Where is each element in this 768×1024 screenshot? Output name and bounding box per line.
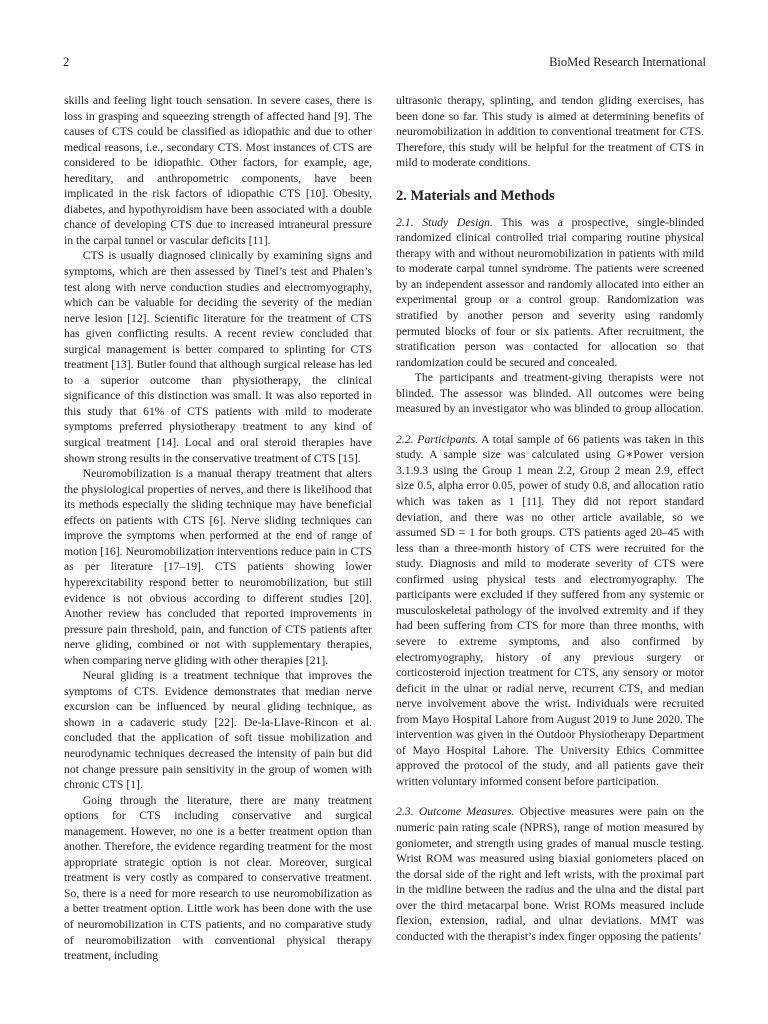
paragraph-text: A total sample of 66 patients was taken in this study. A sample size was calculated using G∗Power version 3.1.9.3 using the Group 1 mean 2.2, Group 2 mean 2.9, effect size 0.5, alpha error 0.05, power of study 0.8, and allocation ratio which was taken as 1 [11]. They did not report standard deviation, and there was no other article available, so we assumed SD = 1 for both groups. CTS patients aged 20–45 with less than a three-month history of CTS were recruited for the study. Diagnosis and mild to moderate severity of CTS were confirmed using physical tests and electromyography. The participants were excluded if they suffered from any systemic or musculoskeletal pathology of the involved extremity and if they had been suffering from CTS for more than three months, with severe to extreme symptoms, and also confirmed by electromyography, history of any previous surgery or corticosteroid injection treatment for CTS, any sensory or motor deficit in the ulnar or radial nerve, recurrent CTS, and median nerve involvement above the wrist. Individuals were recruited from Mayo Hospital Lahore from August 2019 to June 2020. The intervention was given in the Outdoor Physiotherapy Department of Mayo Hospital Lahore. The University Ethics Committee approved the protocol of the study, and all patients gave their written voluntary informed consent before participation.	[396, 432, 704, 788]
paragraph: CTS is usually diagnosed clinically by examining signs and symptoms, which are then assessed by Tinel’s test and Phalen’s test along with nerve conduction studies and electromyography, which can be valuable for deciding the severity of the median nerve lesion [12]. Scientific literature for the treatment of CTS has given conflicting results. A recent review concluded that surgical management is better compared to splinting for CTS treatment [13]. Butler found that although surgical release has led to a superior outcome than physiotherapy, the clinical significance of this distinction was small. It was also reported in this study that 61% of CTS patients with mild to moderate symptoms preferred physiotherapy treatment to any kind of surgical treatment [14]. Local and oral steroid therapies have shown strong results in the conservative treatment of CTS [15].	[64, 249, 372, 465]
paragraph: ultrasonic therapy, splinting, and tendon gliding exercises, has been done so far. This study is aimed at determining benefits of neuromobilization in addition to conventional treatment for CTS. Therefore, this study will be helpful for the treatment of CTS in mild to moderate conditions.	[396, 94, 704, 170]
paragraph: skills and feeling light touch sensation. In severe cases, there is loss in grasping and squeezing strength of affected hand [9]. The causes of CTS could be classified as idiopathic and due to other medical reasons, i.e., secondary CTS. Most instances of CTS are considered to be idiopathic. Other factors, for example, age, hereditary, and anthropometric components, have been implicated in the risk factors of idiopathic CTS [10]. Obesity, diabetes, and hypothyroidism have been associated with a double chance of developing CTS due to increased intraneural pressure in the carpal tunnel or vascular deficits [11].	[64, 94, 372, 247]
subsection-heading: 2.3. Outcome Measures.	[396, 805, 515, 819]
study-design-paragraph	[396, 215, 704, 370]
right-column	[396, 93, 704, 944]
outcome-measures-paragraph	[396, 804, 704, 944]
paragraph: Going through the literature, there are many treatment options for CTS including conservative and surgical management. However, no one is a better treatment option than another. Therefore, the evidence regarding treatment for the most appropriate strategic option is not clear. Moreover, surgical treatment is very costly as compared to conservative treatment. So, there is a need for more research to use neuromobilization as a better treatment option. Little work has been done with the use of neuromobilization in CTS patients, and no comparative study of neuromobilization with conventional physical therapy treatment, including	[64, 793, 372, 963]
paragraph-text: Objective measures were pain on the numeric pain rating scale (NPRS), range of motion measured by goniometer, and strength using grades of manual muscle testing. Wrist ROM was measured using biaxial goniometers placed on the dorsal side of the right and left wrists, with the proximal part in the midline between the radius and the ulna and the distal part over the third metacarpal bone. Wrist ROMs measured include flexion, extension, radial, and ulnar deviations. MMT was conducted with the therapist’s index finger opposing the patients’	[396, 805, 704, 943]
participants-paragraph	[396, 432, 704, 790]
page-header	[63, 54, 706, 70]
paragraph: Neural gliding is a treatment technique that improves the symptoms of CTS. Evidence demonstrates that median nerve excursion can be influenced by neural gliding technique, as shown in a cadaveric study [22]. De-la-Llave-Rincon et al. concluded that the application of soft tissue mobilization and neurodynamic techniques decreased the intensity of pain but did not change pressure pain sensitivity in the group of women with chronic CTS [1].	[64, 669, 372, 792]
journal-title: BioMed Research International	[549, 55, 706, 69]
section-heading: 2. Materials and Methods	[396, 187, 555, 204]
page-number: 2	[63, 55, 70, 69]
subsection-heading: 2.2. Participants.	[396, 432, 479, 446]
paragraph: The participants and treatment-giving therapists were not blinded. The assessor was blinded. All outcomes were being measured by an investigator who was blinded to group allocation.	[396, 371, 704, 416]
paragraph: Neuromobilization is a manual therapy treatment that alters the physiological properties of nerves, and there is likelihood that its methods especially the sliding technique may have beneficial effects on patients with CTS [6]. Nerve sliding techniques can improve the symptoms when performed at the end of range of motion [16]. Neuromobilization interventions reduce pain in CTS as per literature [17–19]. CTS patients showing lower hyperexcitability respond better to neuromobilization, but still evidence is not obvious according to different studies [20]. Another review has concluded that reported improvements in pressure pain threshold, pain, and function of CTS patients after nerve gliding, combined or not with supplementary therapies, when comparing nerve gliding with other therapies [21].	[64, 467, 372, 667]
paragraph-text: This was a prospective, single-blinded randomized clinical controlled trial comparing routine physical therapy with and without neuromobilization in patients with mild to moderate carpal tunnel syndrome. The patients were screened by an independent assessor and randomly allocated into either an experimental group or a control group. Randomization was stratified by another person and severity using randomly permuted blocks of four or six patients. After recruitment, the stratification person was contacted for allocation so that randomization could be secured and concealed.	[396, 215, 705, 369]
left-column	[64, 93, 372, 964]
subsection-heading: 2.1. Study Design.	[396, 215, 493, 229]
